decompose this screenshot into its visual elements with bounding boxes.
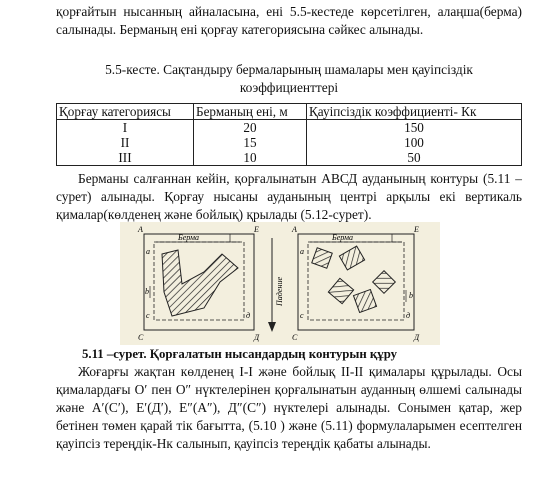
table-header-cell: Қауіпсіздік коэффициенті- Кк [307,104,522,120]
paragraph-1: қорғайтын нысанның айналасына, ені 5.5-кестеде көрсетілген, алаңша(берма) салынады. Берманың ені қорғау категориясына сәйкес алынады. [56,4,522,37]
left-d-bottom-label: Д [254,333,260,342]
left-c-bottom-label: C [138,333,144,342]
right-b-side-label: b [409,291,413,300]
left-panel [137,225,260,342]
table-cell: ІІ [57,135,194,150]
right-d-small-label: д [406,311,411,320]
dip-direction-indicator [268,238,284,332]
table-cell: 50 [307,150,522,166]
left-c-small-label: c [146,311,150,320]
protected-object-shape [162,250,238,316]
left-berma-label: Берма [178,233,199,242]
right-a-top-label: A [292,225,297,234]
table-header-row [57,104,522,120]
table-cell: 15 [194,135,307,150]
paragraph-2: Берманы салғаннан кейін, қорғалынатын АВСД ауданының контуры (5.11 – сурет) алынады. Қорғау нысаны ауданының центрі арқылы екі вертикаль қималар(көлденең және бойлық) қрылады (5.12-сурет). [56,171,522,222]
table-cell: 20 [194,120,307,136]
right-a-side-label: a [300,247,304,256]
left-b-side-label: b [145,287,149,296]
table-header-cell: Қорғау категориясы [57,104,194,120]
protected-object-square [353,289,376,312]
figure-caption: 5.11 –сурет. Қорғалатын нысандардың контурын құру [82,347,398,361]
table-caption-line-1: 5.5-кесте. Сақтандыру бермаларының шамалары мен қауіпсіздік [105,62,473,77]
figure-5-11 [120,222,440,345]
protected-object-square [339,246,364,270]
dip-label: Падение [275,277,284,306]
contour-diagram [120,222,440,345]
table-row [57,150,522,166]
table-cell: І [57,120,194,136]
protection-category-table [56,103,522,166]
left-d-small-label: д [246,311,251,320]
right-e-top-label: E [414,225,419,234]
right-berma-label: Берма [332,233,353,242]
right-d-bottom-label: Д [414,333,420,342]
table-cell: 150 [307,120,522,136]
table-cell: 100 [307,135,522,150]
right-c-small-label: c [300,311,304,320]
dip-arrow-head [268,322,276,332]
right-c-bottom-label: C [292,333,298,342]
table-cell: 10 [194,150,307,166]
table-cell: ІІІ [57,150,194,166]
table-row [57,135,522,150]
right-panel [291,225,420,342]
protected-object-square [373,271,396,294]
table-header-cell: Берманың ені, м [194,104,307,120]
table-caption-line-2: коэффициенттері [239,80,339,95]
paragraph-3: Жоғарғы жақтан көлденең І-І және бойлық ІІ-ІІ қималары құрылады. Осы қималардағы О′ пен О″ нүктелерінен қорғалынатын ауданның өлшемі салынады және А′(С′), Е′(Д′), Е″(А″), Д″(С″) нүктелері алынады. Сонымен қатар, жер бетінен төмен қарай тік бағытта, (5.10 ) және (5.11) формулаларымен есептелген қауіпсіз тереңдік-Нк салынып, қауіпсіз тереңдік қабаты алынады. [56,364,522,451]
protected-object-square [312,248,333,269]
protected-object-square [328,278,353,303]
left-e-top-label: E [254,225,259,234]
table-caption [56,61,522,97]
left-a-side-label: a [146,247,150,256]
table-row [57,120,522,136]
left-a-top-label: A [138,225,143,234]
